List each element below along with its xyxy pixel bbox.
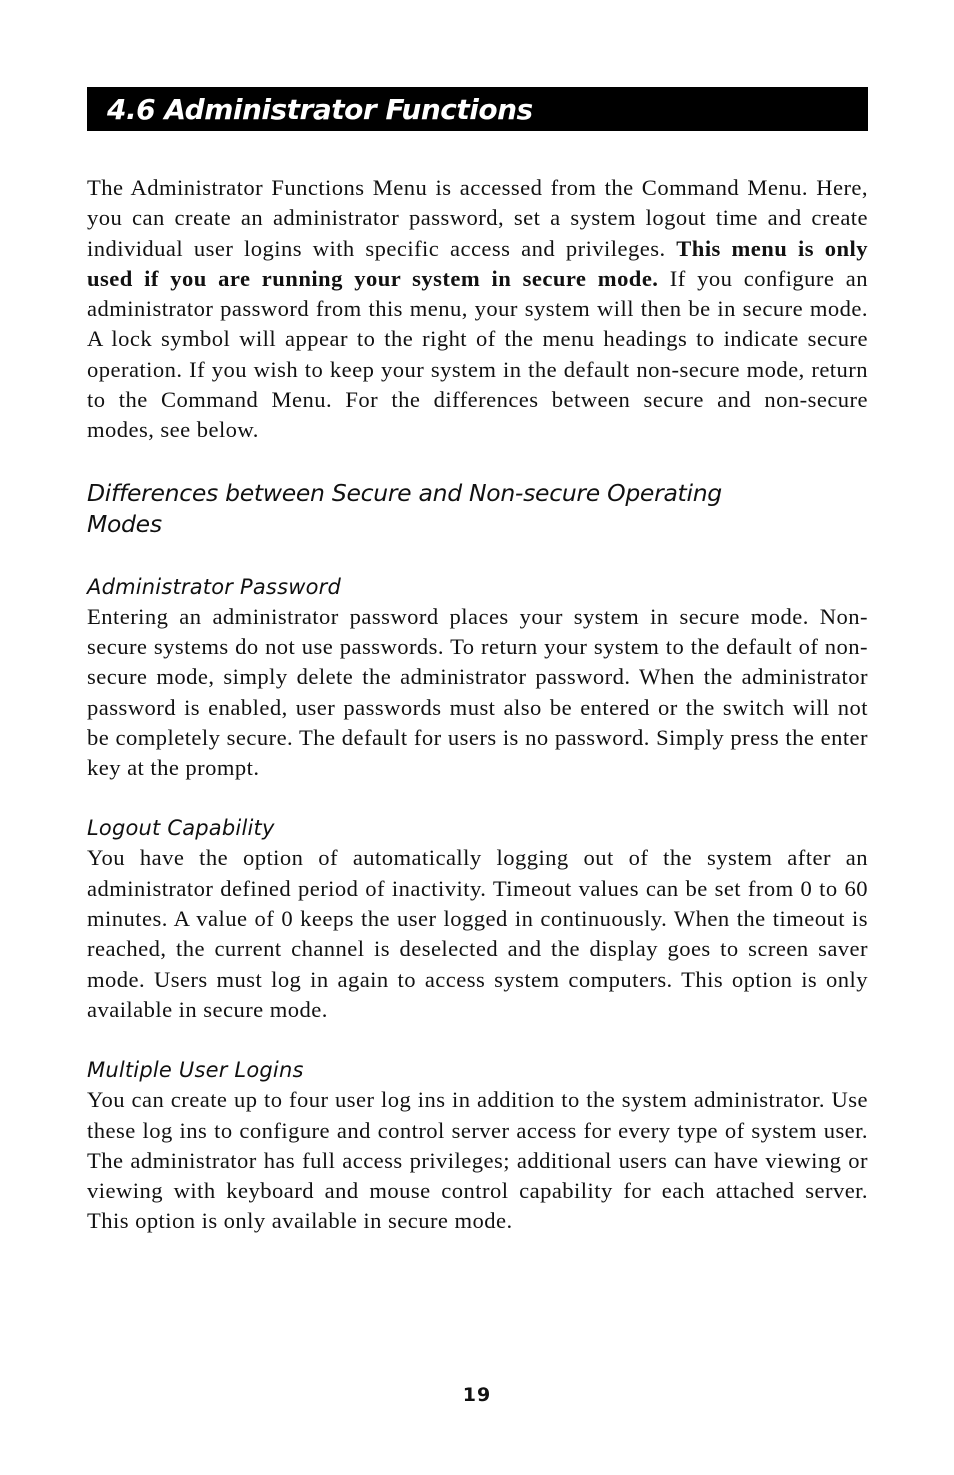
intro-text-start: The Administrator Functions Menu is accessed from the Command Menu. Here, you can create an administrator password, set a system logout time and create individual user logins with specific access and privileges. [87,175,868,261]
multiple-user-logins-block [87,1055,868,1236]
modes-subheading: Differences between Secure and Non-secure Operating Modes [87,478,722,538]
admin-password-heading: Administrator Password [87,574,342,599]
multiple-user-logins-heading: Multiple User Logins [87,1058,304,1083]
admin-password-block [87,572,868,784]
intro-paragraph [87,173,868,446]
logout-capability-paragraph: You have the option of automatically logging out of the system after an administrator defined period of inactivity. Timeout values can be set from 0 to 60 minutes. A value of 0 keeps the user logged in continuously. When the timeout is reached, the current channel is deselected and the display goes to screen saver mode. Users must log in again to access system computers. This option is only available in secure mode. [87,845,868,1022]
intro-text-end: If you configure an administrator password from this menu, your system will then be in secure mode. A lock symbol will appear to the right of the menu headings to indicate secure operation. If you wish to keep your system in the default non-secure mode, return to the Command Menu. For the differences between secure and non-secure modes, see below. [87,265,868,443]
intro-bold-note: This menu is only used if you are running your system in secure mode. [87,235,868,291]
section-title-bar [87,87,868,131]
section-title: 4.6 Administrator Functions [107,92,533,126]
page-number: 19 [462,1384,492,1406]
admin-password-paragraph: Entering an administrator password places your system in secure mode. Non-secure systems do not use passwords. To return your system to the default of non-secure mode, simply delete the administrator password. When the administrator password is enabled, user passwords must also be entered or the switch will not be completely secure. The default for users is no password. Simply press the enter key at the prompt. [87,603,868,781]
manual-page [87,87,868,1237]
logout-capability-heading: Logout Capability [87,816,275,841]
multiple-user-logins-paragraph: You can create up to four user log ins in addition to the system administrator. Use these log ins to configure and control server access for every type of system user. The administrator has full access privileges; additional users can have viewing or viewing with keyboard and mouse control capability for each attached server. This option is only available in secure mode. [87,1087,868,1234]
logout-capability-block [87,813,868,1025]
